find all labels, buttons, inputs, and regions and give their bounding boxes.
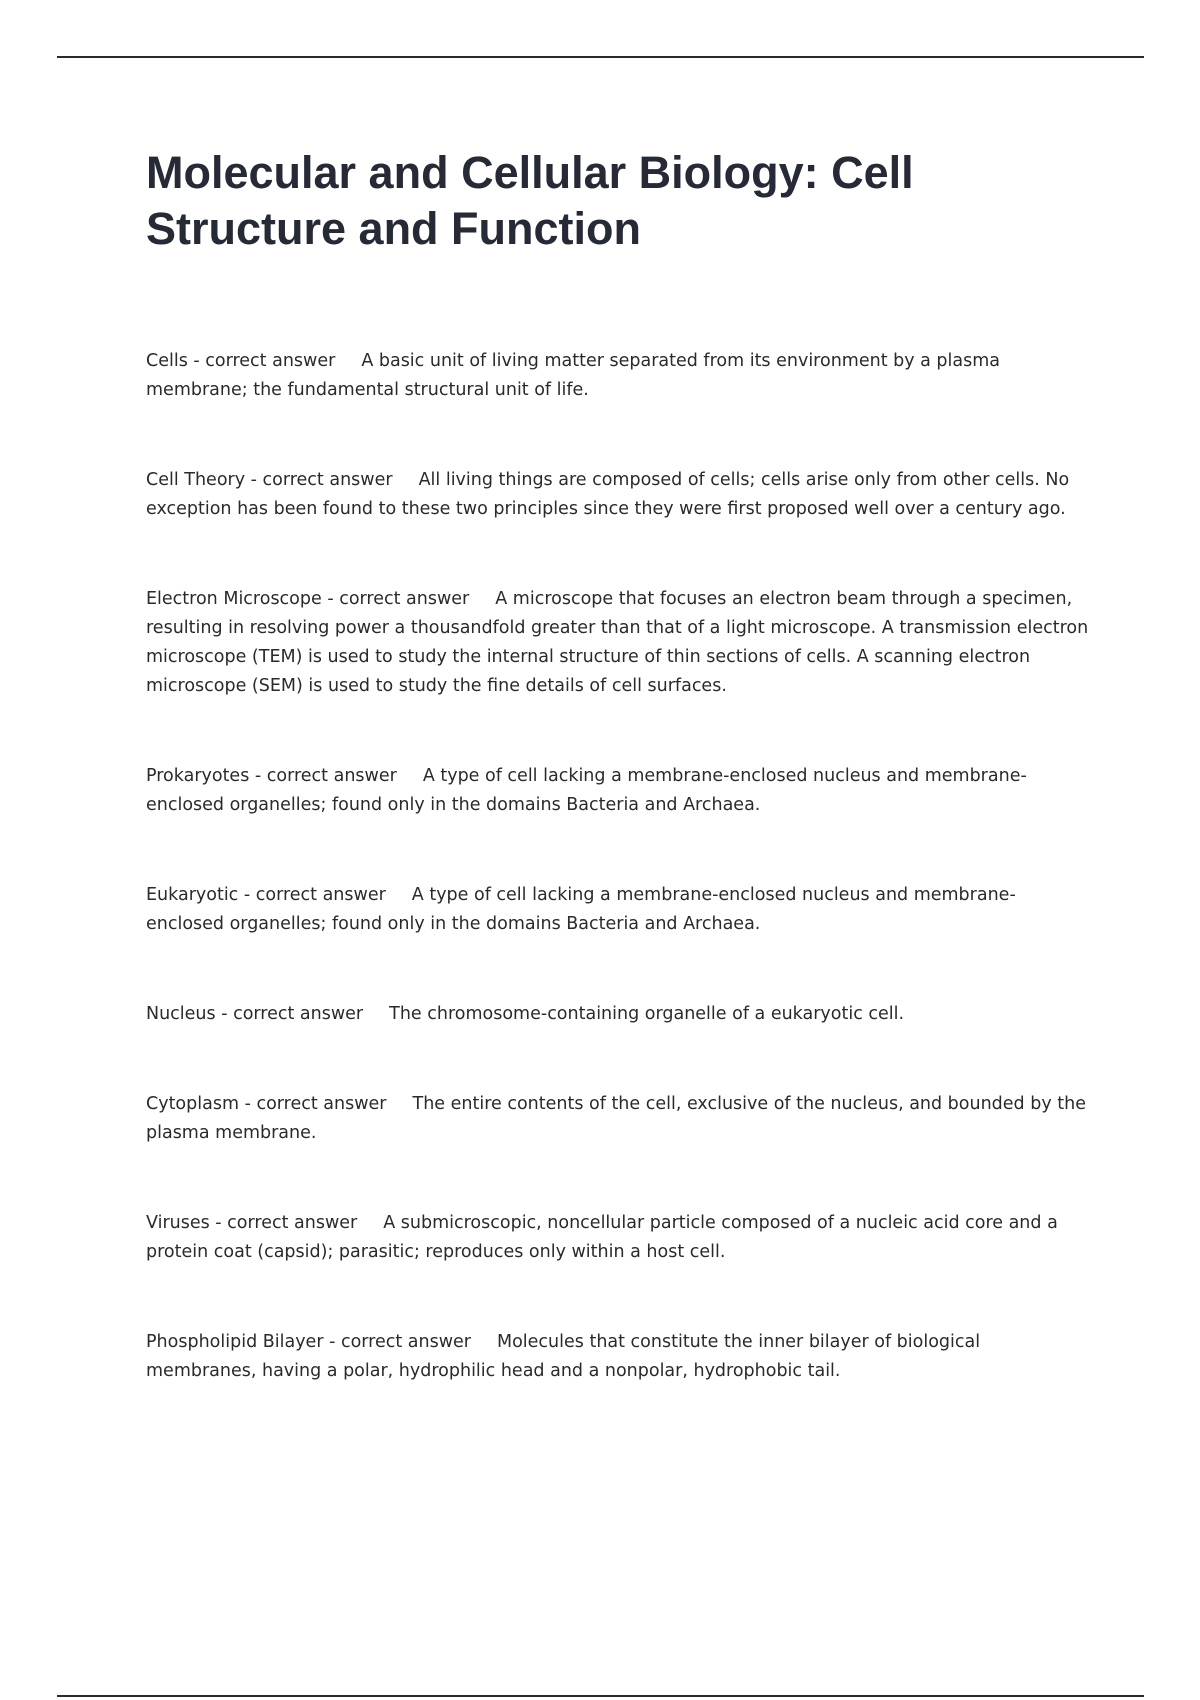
definition-text: Molecules that constitute the inner bilayer of biological membranes, having a polar, hydrophilic head and a nonpolar, hydrophobic tail. <box>146 1332 981 1381</box>
bottom-divider <box>57 1695 1144 1697</box>
top-divider <box>57 56 1144 58</box>
term-label: Nucleus - correct answer <box>146 1004 364 1024</box>
term-label: Cells - correct answer <box>146 351 336 371</box>
list-item <box>146 347 1091 405</box>
list-item <box>146 1209 1091 1267</box>
term-label: Cytoplasm - correct answer <box>146 1094 387 1114</box>
term-label: Cell Theory - correct answer <box>146 470 393 490</box>
term-label: Electron Microscope - correct answer <box>146 589 470 609</box>
list-item <box>146 881 1091 939</box>
definition-text: All living things are composed of cells; cells arise only from other cells. No exception has been found to these two principles since they were first proposed well over a century ago. <box>146 470 1070 519</box>
list-item <box>146 466 1091 524</box>
term-label: Eukaryotic - correct answer <box>146 885 386 905</box>
definition-text: A submicroscopic, noncellular particle composed of a nucleic acid core and a protein coat (capsid); parasitic; reproduces only within a host cell. <box>146 1213 1058 1262</box>
definition-text: A basic unit of living matter separated from its environment by a plasma membrane; the fundamental structural unit of life. <box>146 351 1001 400</box>
flashcard-list <box>146 347 1091 1386</box>
definition-text: A microscope that focuses an electron beam through a specimen, resulting in resolving power a thousandfold greater than that of a light microscope. A transmission electron microscope (TEM) is used to study the internal structure of thin sections of cells. A scanning electron microscope (SEM) is used to study the fine details of cell surfaces. <box>146 589 1089 696</box>
definition-text: A type of cell lacking a membrane-enclosed nucleus and membrane-enclosed organelles; found only in the domains Bacteria and Archaea. <box>146 885 1016 934</box>
definition-text: The chromosome-containing organelle of a eukaryotic cell. <box>389 1004 905 1024</box>
list-item <box>146 762 1091 820</box>
list-item <box>146 1328 1091 1386</box>
term-label: Viruses - correct answer <box>146 1213 358 1233</box>
term-label: Phospholipid Bilayer - correct answer <box>146 1332 471 1352</box>
definition-text: The entire contents of the cell, exclusive of the nucleus, and bounded by the plasma membrane. <box>146 1094 1086 1143</box>
list-item <box>146 585 1091 701</box>
document-body <box>146 145 1091 1447</box>
list-item <box>146 1090 1091 1148</box>
definition-text: A type of cell lacking a membrane-enclosed nucleus and membrane-enclosed organelles; found only in the domains Bacteria and Archaea. <box>146 766 1027 815</box>
document-title: Molecular and Cellular Biology: Cell Structure and Function <box>146 147 914 254</box>
term-label: Prokaryotes - correct answer <box>146 766 397 786</box>
list-item <box>146 1000 1091 1029</box>
